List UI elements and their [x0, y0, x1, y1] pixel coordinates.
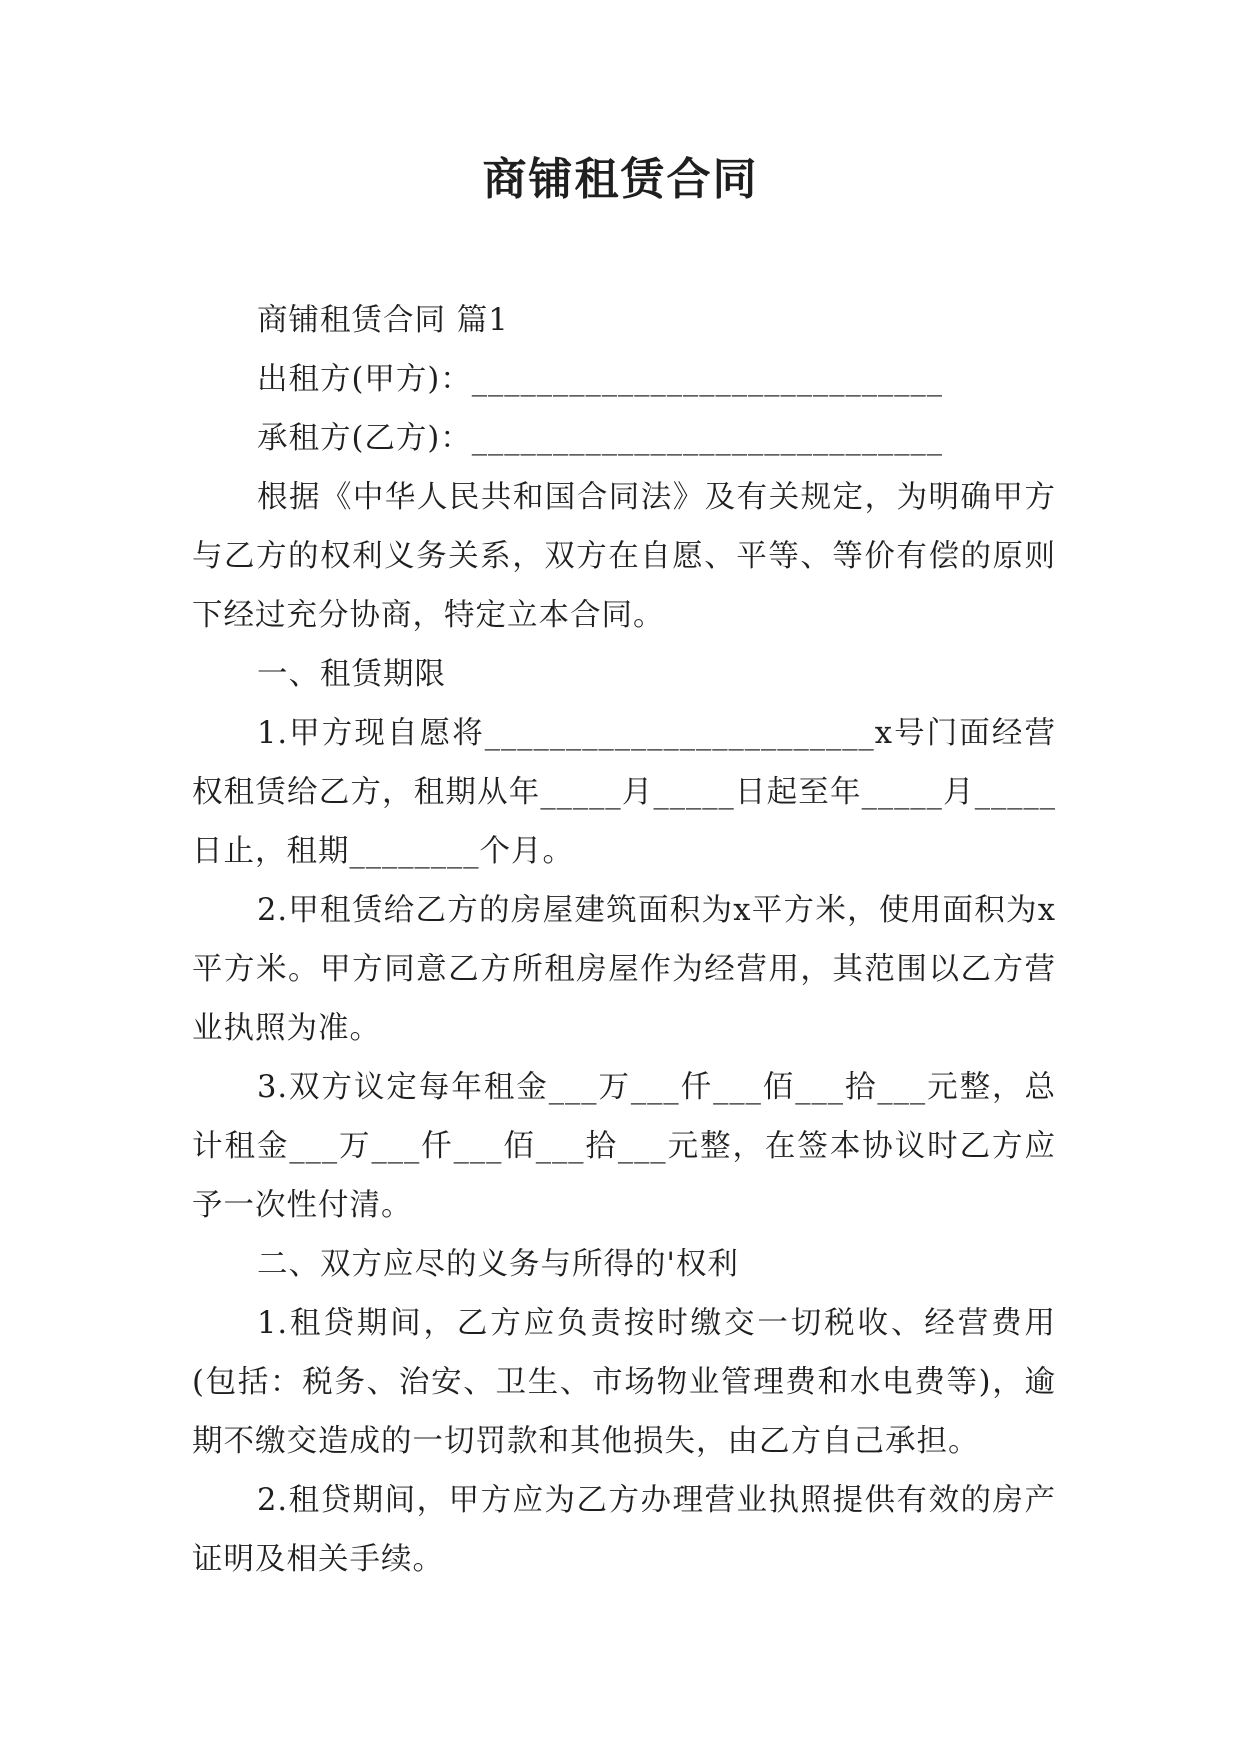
clause-heading-lease-term: 一、租赁期限 [257, 657, 446, 692]
clause-heading-obligations: 二、双方应尽的义务与所得的'权利 [257, 1247, 739, 1282]
preamble-paragraph: 根据《中华人民共和国合同法》及有关规定，为明确甲方与乙方的权利义务关系，双方在自愿、平等、等价有偿的原则下经过充分协商，特定立本合同。 [192, 480, 1056, 633]
document-body [192, 291, 1056, 1589]
clause-1-1: 1.甲方现自愿将________________________x号门面经营权租赁给乙方，租期从年_____月_____日起至年_____月_____日止，租期________个月。 [192, 716, 1056, 869]
lessee-line: 承租方(乙方)：_____________________________ [257, 421, 944, 456]
clause-1-2: 2.甲租赁给乙方的房屋建筑面积为x平方米，使用面积为x平方米。甲方同意乙方所租房屋作为经营用，其范围以乙方营业执照为准。 [192, 893, 1056, 1046]
document-title: 商铺租赁合同 [482, 154, 759, 205]
clause-2-2: 2.租贷期间，甲方应为乙方办理营业执照提供有效的房产证明及相关手续。 [192, 1483, 1056, 1577]
section-heading-part-1: 商铺租赁合同 篇1 [257, 303, 509, 338]
lessor-line: 出租方(甲方)：_____________________________ [257, 362, 944, 397]
clause-2-1: 1.租贷期间，乙方应负责按时缴交一切税收、经营费用(包括：税务、治安、卫生、市场物业管理费和水电费等)，逾期不缴交造成的一切罚款和其他损失，由乙方自己承担。 [192, 1306, 1056, 1459]
clause-1-3: 3.双方议定每年租金___万___仟___佰___拾___元整，总计租金___万___仟___佰___拾___元整，在签本协议时乙方应予一次性付清。 [192, 1070, 1056, 1223]
